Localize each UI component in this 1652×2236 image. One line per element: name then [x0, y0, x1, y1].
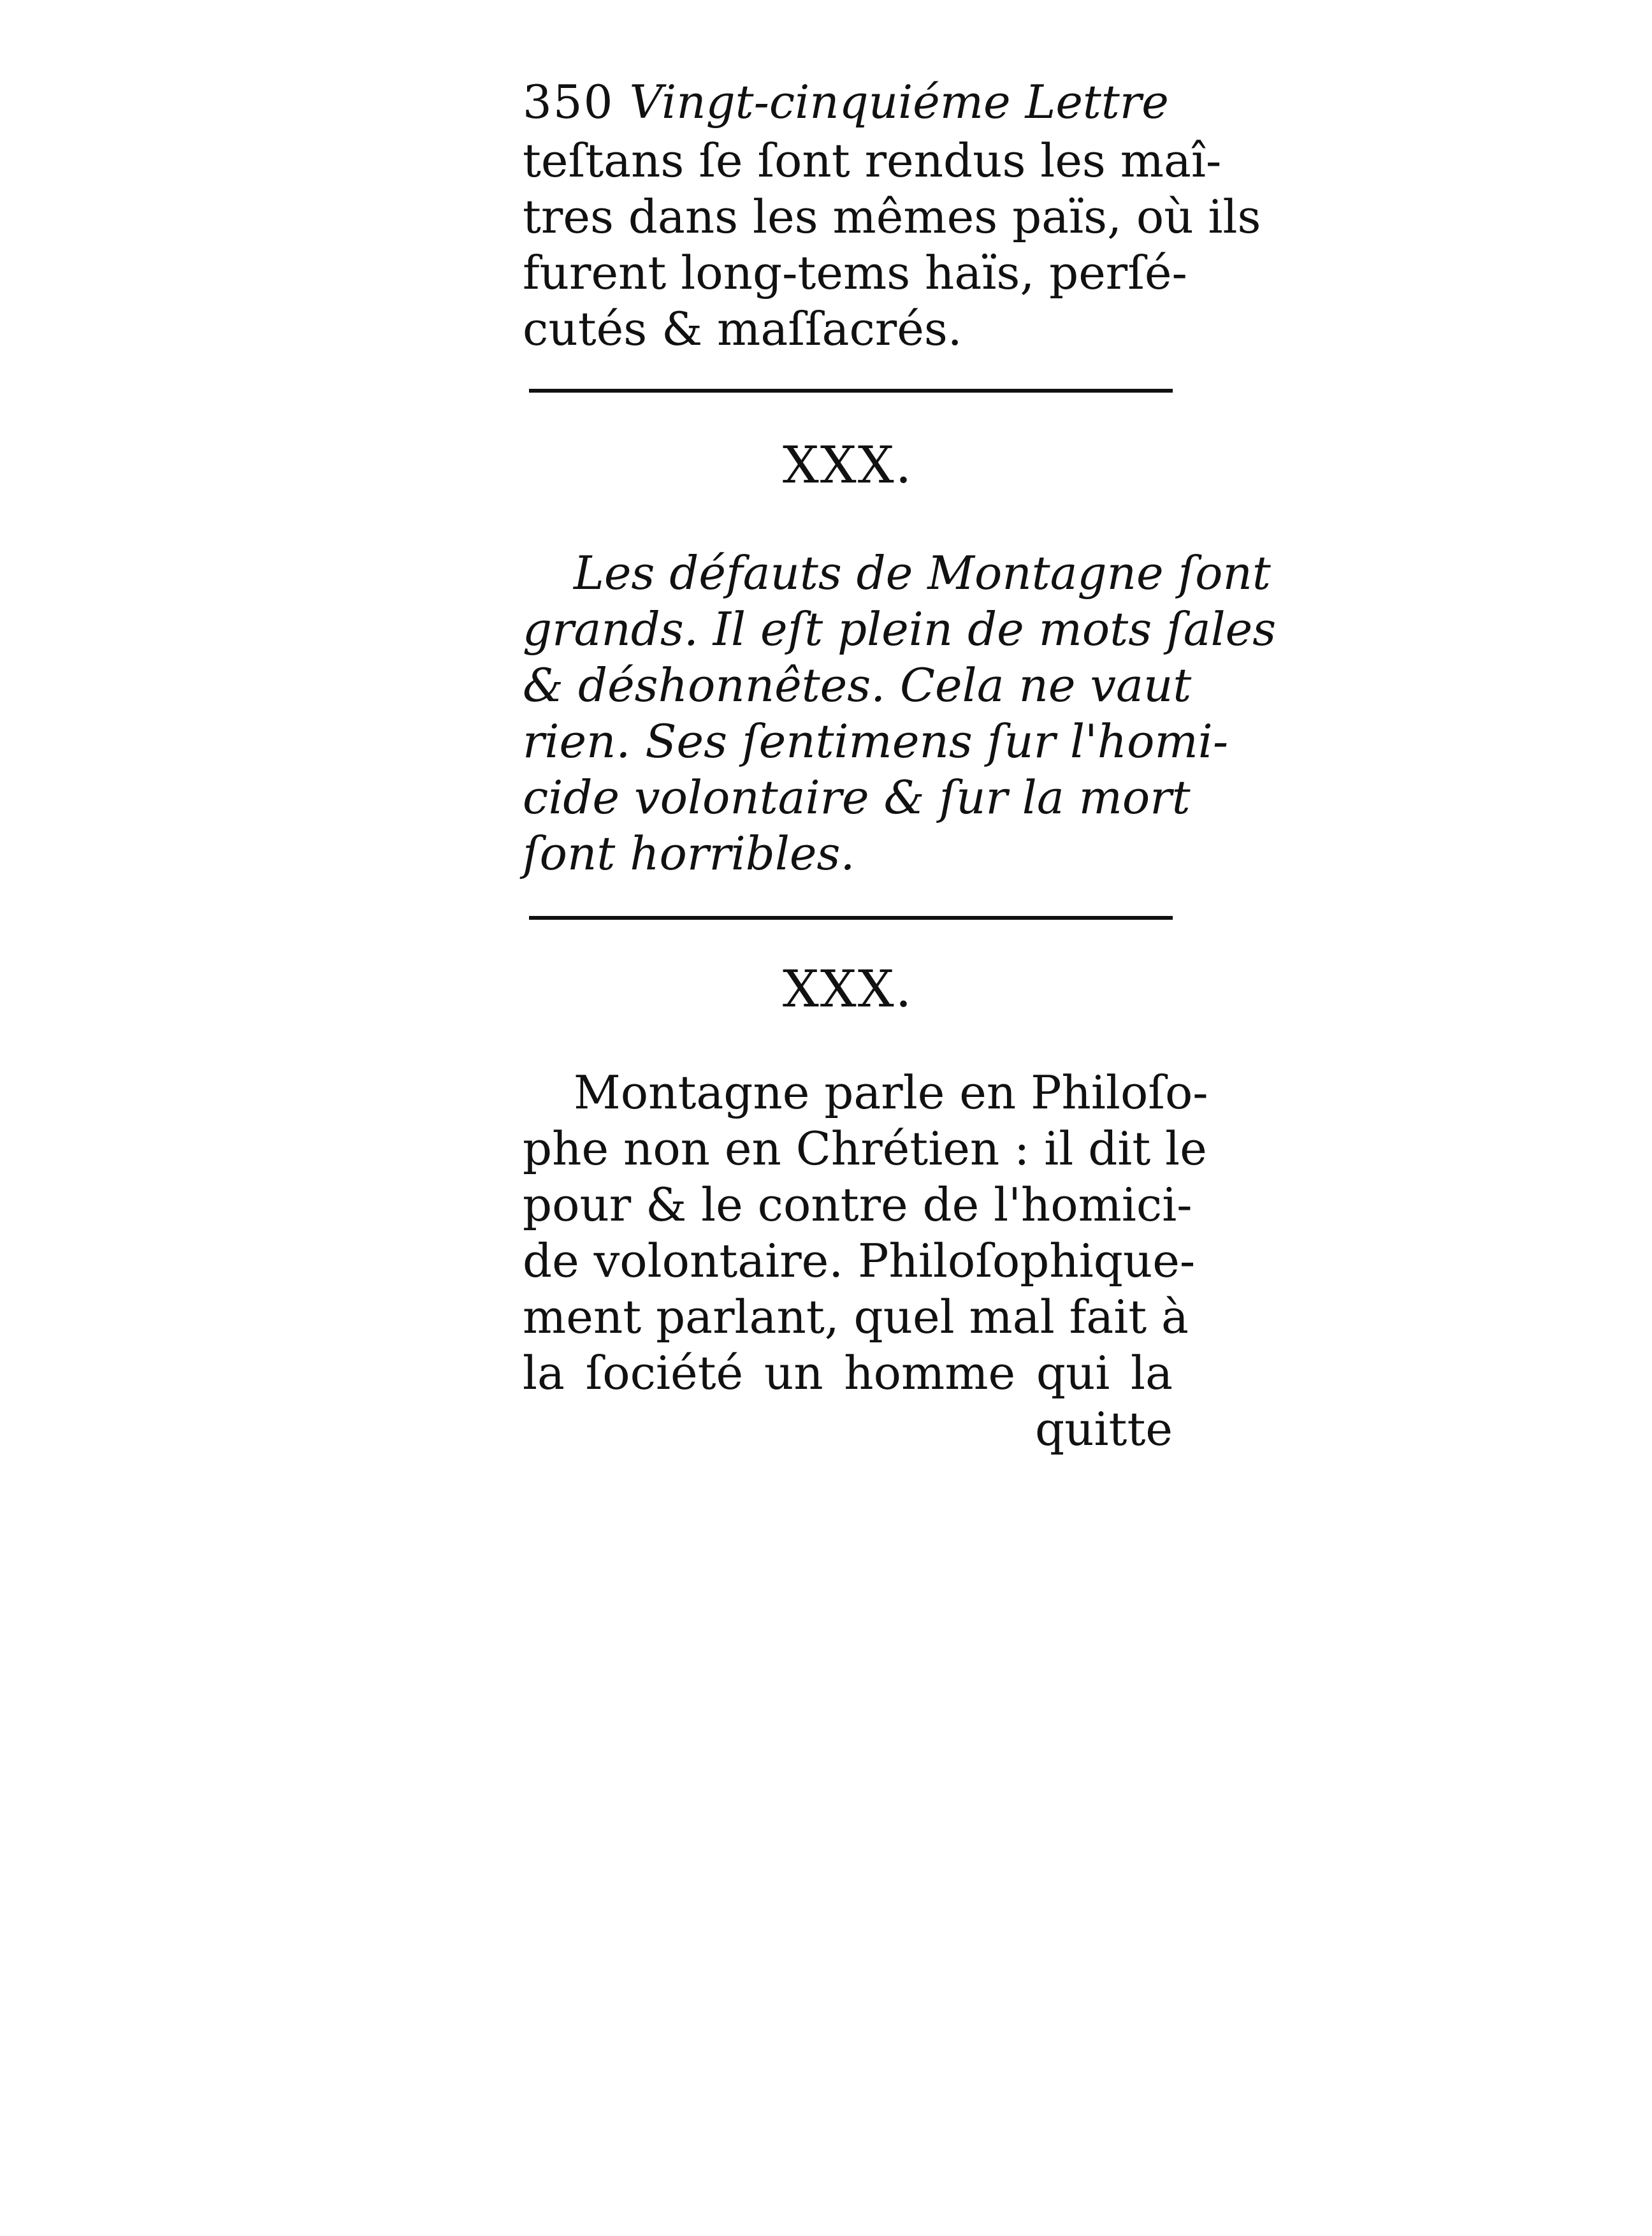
opening-line-1: teſtans ſe ſont rendus les maî-: [523, 134, 1222, 187]
section-divider-rule: [529, 389, 1173, 393]
remark-line-5: cide volontaire & ſur la mort: [523, 771, 1191, 824]
page-number: 350: [523, 75, 614, 129]
opening-line-4: cutés & maſſacrés.: [523, 302, 962, 356]
reply-line-6: la ſociété un homme qui la: [523, 1346, 1173, 1400]
reply-line-4: de volontaire. Philoſophique-: [523, 1234, 1196, 1288]
reply-line-5: ment parlant, quel mal fait à: [523, 1290, 1189, 1344]
catchword: quitte: [1035, 1402, 1173, 1456]
reply-line-1: Montagne parle en Philoſo-: [574, 1066, 1208, 1119]
running-title: Vingt-cinquiéme Lettre: [629, 75, 1169, 129]
remark-line-2: grands. Il eſt plein de mots ſales: [523, 602, 1277, 656]
opening-line-2: tres dans les mêmes païs, où ils: [523, 190, 1261, 243]
section-divider-rule: [529, 916, 1173, 920]
remark-line-6: ſont horribles.: [523, 827, 855, 880]
reply-line-3: pour & le contre de l'homici-: [523, 1178, 1192, 1231]
remark-line-4: rien. Ses ſentimens ſur l'homi-: [523, 715, 1229, 768]
remark-line-1: Les défauts de Montagne ſont: [574, 546, 1271, 600]
running-head: [523, 70, 1173, 134]
opening-line-3: furent long-tems haïs, perſé-: [523, 246, 1187, 300]
remark-line-3: & déshonnêtes. Cela ne vaut: [523, 658, 1192, 712]
reply-line-2: phe non en Chrétien : il dit le: [523, 1122, 1207, 1175]
section-heading-reply: XXX.: [782, 959, 913, 1019]
section-heading-remark: XXX.: [782, 435, 913, 495]
